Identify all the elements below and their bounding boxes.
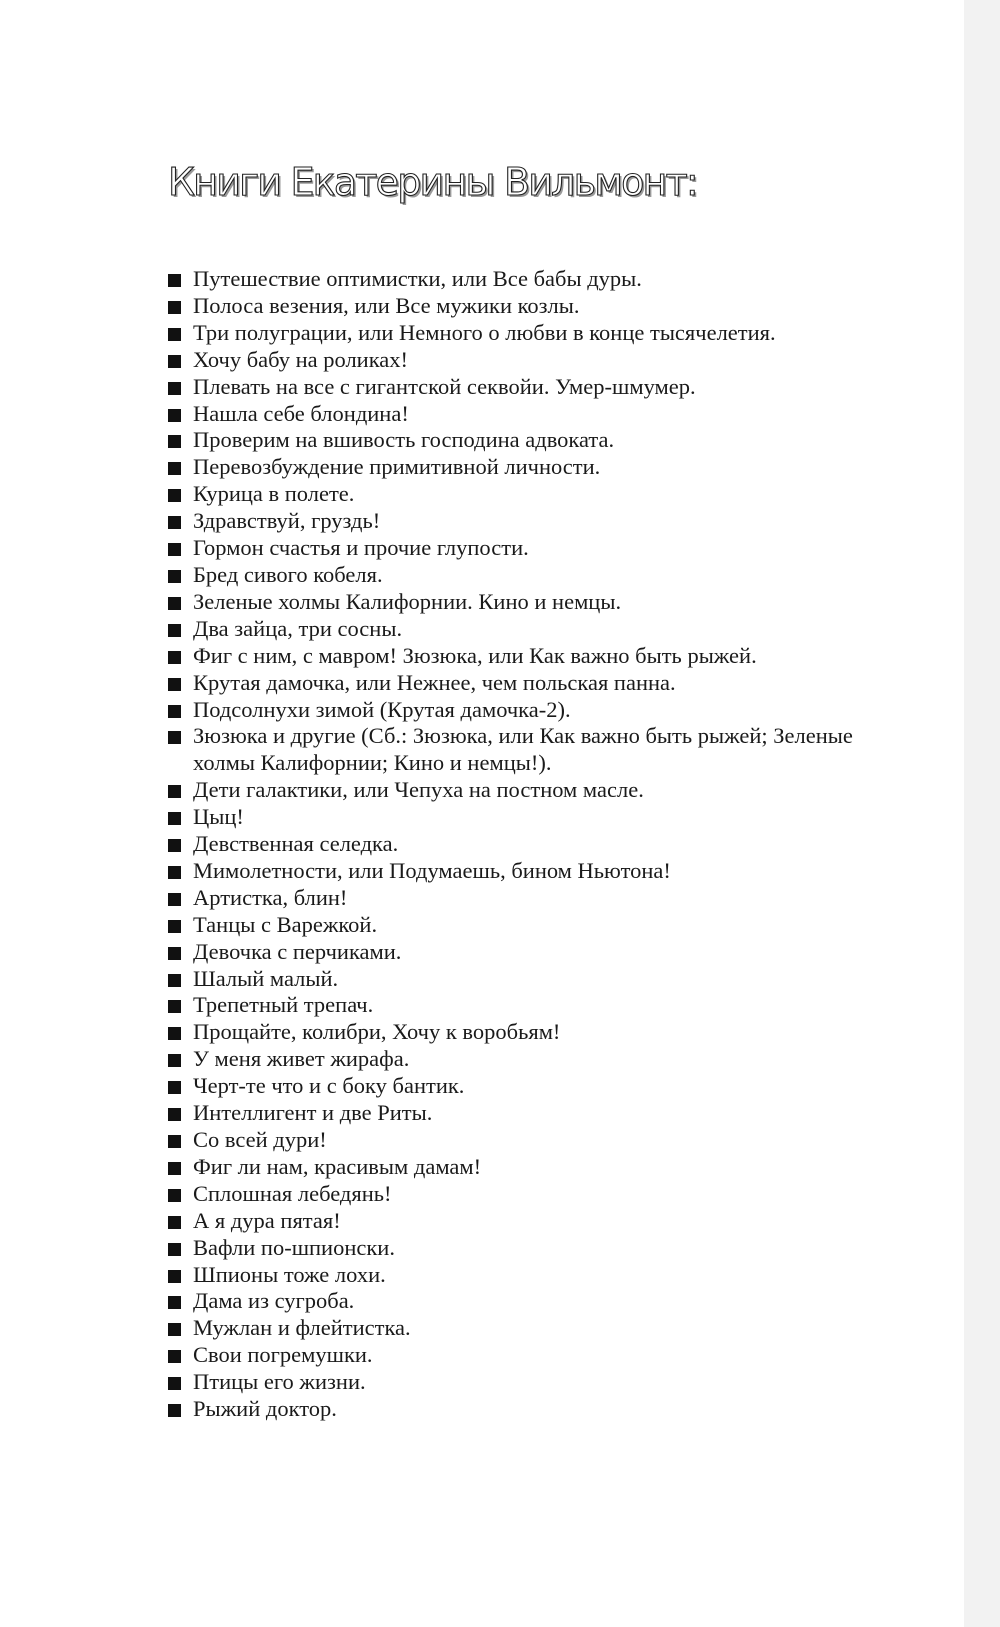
square-bullet-icon bbox=[168, 651, 181, 664]
square-bullet-icon bbox=[168, 1054, 181, 1067]
square-bullet-icon bbox=[168, 731, 181, 744]
square-bullet-icon bbox=[168, 705, 181, 718]
book-title: Рыжий доктор. bbox=[193, 1396, 337, 1422]
list-item bbox=[168, 508, 868, 535]
list-item bbox=[168, 992, 868, 1019]
list-item bbox=[168, 1288, 868, 1315]
square-bullet-icon bbox=[168, 624, 181, 637]
list-item bbox=[168, 589, 868, 616]
book-title: Полоса везения, или Все мужики козлы. bbox=[193, 292, 580, 318]
book-title: Мужлан и флейтистка. bbox=[193, 1315, 411, 1341]
book-title: У меня живет жирафа. bbox=[193, 1046, 410, 1072]
square-bullet-icon bbox=[168, 1108, 181, 1121]
list-item bbox=[168, 1019, 868, 1046]
list-item bbox=[168, 670, 868, 697]
list-item bbox=[168, 804, 868, 831]
list-item bbox=[168, 374, 868, 401]
book-title: Фиг ли нам, красивым дамам! bbox=[193, 1153, 482, 1179]
square-bullet-icon bbox=[168, 1404, 181, 1417]
book-title: Зюзюка и другие (Сб.: Зюзюка, или Как важно быть рыжей; Зеленые холмы Калифорнии; Кино и немцы!). bbox=[193, 723, 853, 776]
list-item bbox=[168, 697, 868, 724]
list-item bbox=[168, 939, 868, 966]
list-item bbox=[168, 401, 868, 428]
square-bullet-icon bbox=[168, 1216, 181, 1229]
list-item bbox=[168, 723, 868, 777]
square-bullet-icon bbox=[168, 1081, 181, 1094]
square-bullet-icon bbox=[168, 435, 181, 448]
book-title: Гормон счастья и прочие глупости. bbox=[193, 535, 529, 561]
square-bullet-icon bbox=[168, 1296, 181, 1309]
book-title: Артистка, блин! bbox=[193, 884, 348, 910]
book-title: Крутая дамочка, или Нежнее, чем польская панна. bbox=[193, 669, 676, 695]
square-bullet-icon bbox=[168, 678, 181, 691]
square-bullet-icon bbox=[168, 570, 181, 583]
book-title: Хочу бабу на роликах! bbox=[193, 346, 409, 372]
square-bullet-icon bbox=[168, 1135, 181, 1148]
list-item bbox=[168, 1342, 868, 1369]
book-title: Подсолнухи зимой (Крутая дамочка-2). bbox=[193, 696, 571, 722]
square-bullet-icon bbox=[168, 947, 181, 960]
list-item bbox=[168, 293, 868, 320]
list-item bbox=[168, 535, 868, 562]
book-title: Интеллигент и две Риты. bbox=[193, 1100, 433, 1126]
list-item bbox=[168, 858, 868, 885]
book-title: Два зайца, три сосны. bbox=[193, 615, 403, 641]
book-title: Вафли по-шпионски. bbox=[193, 1234, 395, 1260]
square-bullet-icon bbox=[168, 462, 181, 475]
square-bullet-icon bbox=[168, 409, 181, 422]
square-bullet-icon bbox=[168, 516, 181, 529]
list-item bbox=[168, 1181, 868, 1208]
square-bullet-icon bbox=[168, 785, 181, 798]
book-title: Курица в полете. bbox=[193, 481, 355, 507]
list-item bbox=[168, 1100, 868, 1127]
list-item bbox=[168, 1073, 868, 1100]
book-title: Прощайте, колибри, Хочу к воробьям! bbox=[193, 1019, 561, 1045]
list-item bbox=[168, 1315, 868, 1342]
book-title: Перевозбуждение примитивной личности. bbox=[193, 454, 601, 480]
book-title: Сплошная лебедянь! bbox=[193, 1180, 392, 1206]
square-bullet-icon bbox=[168, 1350, 181, 1363]
list-item bbox=[168, 1369, 868, 1396]
list-item bbox=[168, 616, 868, 643]
list-item bbox=[168, 1262, 868, 1289]
book-title: Шалый малый. bbox=[193, 965, 339, 991]
book-title: Нашла себе блондина! bbox=[193, 400, 409, 426]
list-item bbox=[168, 912, 868, 939]
book-title: Трепетный трепач. bbox=[193, 992, 374, 1018]
square-bullet-icon bbox=[168, 355, 181, 368]
square-bullet-icon bbox=[168, 974, 181, 987]
book-title: Фиг с ним, с мавром! Зюзюка, или Как важно быть рыжей. bbox=[193, 642, 757, 668]
list-item bbox=[168, 885, 868, 912]
list-item bbox=[168, 1154, 868, 1181]
list-item bbox=[168, 966, 868, 993]
book-title: Бред сивого кобеля. bbox=[193, 561, 383, 587]
book-title: Путешествие оптимистки, или Все бабы дуры. bbox=[193, 266, 642, 291]
square-bullet-icon bbox=[168, 489, 181, 502]
book-title: Шпионы тоже лохи. bbox=[193, 1261, 386, 1287]
square-bullet-icon bbox=[168, 1189, 181, 1202]
list-item bbox=[168, 562, 868, 589]
list-item bbox=[168, 1046, 868, 1073]
book-title: Девственная селедка. bbox=[193, 831, 399, 857]
list-item bbox=[168, 1208, 868, 1235]
book-title: Танцы с Варежкой. bbox=[193, 911, 378, 937]
book-title: Проверим на вшивость господина адвоката. bbox=[193, 427, 615, 453]
square-bullet-icon bbox=[168, 1027, 181, 1040]
book-title: Цыц! bbox=[193, 804, 244, 830]
square-bullet-icon bbox=[168, 274, 181, 287]
book-title: Со всей дури! bbox=[193, 1127, 327, 1152]
book-title: Плевать на все с гигантской секвойи. Умер-шмумер. bbox=[193, 373, 696, 399]
square-bullet-icon bbox=[168, 1270, 181, 1283]
square-bullet-icon bbox=[168, 1243, 181, 1256]
book-title: А я дура пятая! bbox=[193, 1207, 341, 1233]
book-title: Птицы его жизни. bbox=[193, 1369, 366, 1395]
square-bullet-icon bbox=[168, 382, 181, 395]
list-item bbox=[168, 320, 868, 347]
page-title: Книги Екатерины Вильмонт: bbox=[168, 160, 697, 204]
square-bullet-icon bbox=[168, 920, 181, 933]
square-bullet-icon bbox=[168, 1323, 181, 1336]
square-bullet-icon bbox=[168, 893, 181, 906]
list-item bbox=[168, 777, 868, 804]
list-item bbox=[168, 1396, 868, 1423]
square-bullet-icon bbox=[168, 812, 181, 825]
square-bullet-icon bbox=[168, 597, 181, 610]
book-title: Дама из сугроба. bbox=[193, 1288, 355, 1314]
list-item bbox=[168, 831, 868, 858]
square-bullet-icon bbox=[168, 1377, 181, 1390]
square-bullet-icon bbox=[168, 839, 181, 852]
book-title: Дети галактики, или Чепуха на постном масле. bbox=[193, 777, 644, 803]
list-item bbox=[168, 347, 868, 374]
page-edge-shadow bbox=[964, 0, 1000, 1627]
book-title: Девочка с перчиками. bbox=[193, 938, 402, 964]
book-title: Черт-те что и с боку бантик. bbox=[193, 1073, 465, 1099]
list-item bbox=[168, 454, 868, 481]
list-item bbox=[168, 1127, 868, 1154]
square-bullet-icon bbox=[168, 328, 181, 341]
book-title: Свои погремушки. bbox=[193, 1342, 373, 1368]
list-item bbox=[168, 643, 868, 670]
square-bullet-icon bbox=[168, 301, 181, 314]
book-title: Три полуграции, или Немного о любви в конце тысячелетия. bbox=[193, 319, 776, 345]
book-title: Мимолетности, или Подумаешь, бином Ньютона! bbox=[193, 857, 671, 883]
book-title: Здравствуй, груздь! bbox=[193, 508, 381, 534]
book-list bbox=[168, 266, 868, 1423]
book-title: Зеленые холмы Калифорнии. Кино и немцы. bbox=[193, 588, 622, 614]
list-item bbox=[168, 481, 868, 508]
list-item bbox=[168, 427, 868, 454]
square-bullet-icon bbox=[168, 1000, 181, 1013]
square-bullet-icon bbox=[168, 866, 181, 879]
square-bullet-icon bbox=[168, 1162, 181, 1175]
square-bullet-icon bbox=[168, 543, 181, 556]
list-item bbox=[168, 1235, 868, 1262]
list-item bbox=[168, 266, 868, 293]
